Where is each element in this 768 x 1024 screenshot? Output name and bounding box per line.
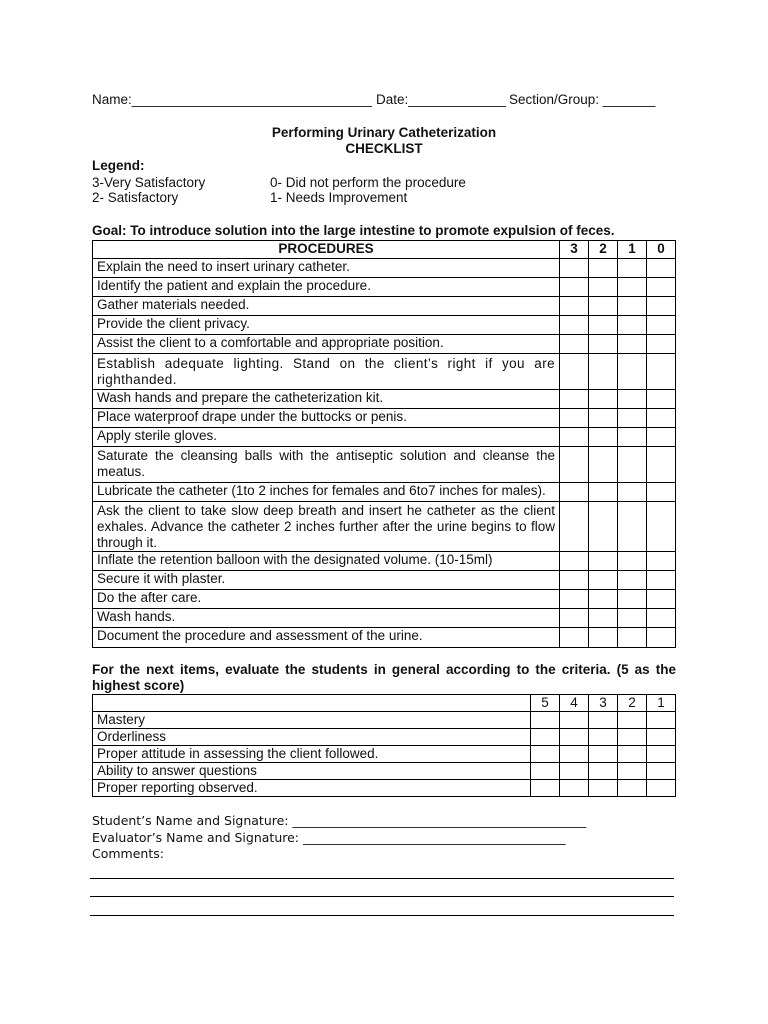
legend-heading: Legend: [92, 158, 145, 173]
score-header: 2 [618, 695, 647, 712]
criteria-text: Orderliness [93, 729, 531, 746]
legend-item: 1- Needs Improvement [270, 190, 408, 205]
procedure-text: Place waterproof drape under the buttocks or penis. [93, 409, 560, 428]
score-cell[interactable] [647, 259, 676, 278]
score-cell[interactable] [589, 447, 618, 483]
procedure-text: Establish adequate lighting. Stand on the client’s right if you are righthanded. [93, 354, 560, 390]
procedure-text: Wash hands. [93, 609, 560, 628]
procedure-row [93, 590, 676, 609]
score-cell[interactable] [589, 729, 618, 746]
score-cell[interactable] [618, 390, 647, 409]
score-cell[interactable] [560, 278, 589, 297]
criteria-text: Ability to answer questions [93, 763, 531, 780]
score-cell[interactable] [647, 335, 676, 354]
procedure-text: Do the after care. [93, 590, 560, 609]
score-cell[interactable] [647, 297, 676, 316]
procedures-header-row [93, 241, 676, 259]
criteria-row [93, 746, 676, 763]
procedure-row [93, 259, 676, 278]
score-header: 4 [560, 695, 589, 712]
score-cell[interactable] [647, 409, 676, 428]
score-cell[interactable] [647, 552, 676, 571]
procedure-row [93, 297, 676, 316]
score-header: 0 [647, 241, 676, 259]
score-cell[interactable] [589, 712, 618, 729]
procedure-row [93, 278, 676, 297]
score-cell[interactable] [531, 780, 560, 797]
procedure-row [93, 409, 676, 428]
comment-line[interactable] [90, 915, 674, 916]
legend-item: 3-Very Satisfactory [92, 175, 206, 190]
procedure-text: Explain the need to insert urinary catheter. [93, 259, 560, 278]
score-cell[interactable] [560, 628, 589, 648]
score-cell[interactable] [560, 428, 589, 447]
score-header: 2 [589, 241, 618, 259]
score-cell[interactable] [618, 335, 647, 354]
score-cell[interactable] [589, 259, 618, 278]
score-cell[interactable] [560, 409, 589, 428]
goal-statement: Goal: To introduce solution into the large intestine to promote expulsion of feces. [92, 223, 615, 238]
score-cell[interactable] [618, 316, 647, 335]
section-field-label: Section/Group: _______ [509, 92, 656, 107]
score-cell[interactable] [618, 447, 647, 483]
score-cell[interactable] [589, 483, 618, 502]
score-cell[interactable] [647, 483, 676, 502]
comments-label: Comments: [92, 846, 164, 861]
procedure-text: Secure it with plaster. [93, 571, 560, 590]
score-cell[interactable] [560, 335, 589, 354]
score-cell[interactable] [647, 571, 676, 590]
score-cell[interactable] [560, 447, 589, 483]
score-cell[interactable] [647, 628, 676, 648]
score-cell[interactable] [647, 746, 676, 763]
procedure-text: Inflate the retention balloon with the designated volume. (10-15ml) [93, 552, 560, 571]
score-cell[interactable] [618, 712, 647, 729]
score-cell[interactable] [618, 297, 647, 316]
procedure-row [93, 552, 676, 571]
criteria-row [93, 780, 676, 797]
procedures-table [92, 240, 676, 648]
score-cell[interactable] [560, 502, 589, 552]
score-cell[interactable] [531, 712, 560, 729]
score-cell[interactable] [560, 571, 589, 590]
procedure-row [93, 428, 676, 447]
score-cell[interactable] [560, 316, 589, 335]
procedures-header: PROCEDURES [93, 241, 560, 259]
score-cell[interactable] [531, 746, 560, 763]
legend-item: 0- Did not perform the procedure [270, 175, 466, 190]
score-cell[interactable] [589, 409, 618, 428]
score-cell[interactable] [589, 354, 618, 390]
score-cell[interactable] [531, 729, 560, 746]
criteria-header-row [93, 695, 676, 712]
score-cell[interactable] [589, 428, 618, 447]
score-cell[interactable] [560, 390, 589, 409]
score-header: 3 [560, 241, 589, 259]
score-cell[interactable] [560, 297, 589, 316]
procedure-row [93, 502, 676, 552]
score-header: 1 [618, 241, 647, 259]
student-signature-line[interactable]: Student’s Name and Signature: _______________________________________________ [92, 813, 587, 828]
procedure-row [93, 390, 676, 409]
score-cell[interactable] [618, 552, 647, 571]
score-cell[interactable] [647, 316, 676, 335]
score-cell[interactable] [618, 428, 647, 447]
score-cell[interactable] [589, 297, 618, 316]
score-header: 3 [589, 695, 618, 712]
score-cell[interactable] [589, 763, 618, 780]
procedure-text: Ask the client to take slow deep breath and insert he catheter as the client exhales. Advance the catheter 2 inches further after the urine begins to flow through it. [93, 502, 560, 552]
score-cell[interactable] [589, 552, 618, 571]
score-cell[interactable] [647, 609, 676, 628]
procedure-text: Assist the client to a comfortable and appropriate position. [93, 335, 560, 354]
score-cell[interactable] [618, 763, 647, 780]
score-cell[interactable] [560, 729, 589, 746]
procedure-text: Lubricate the catheter (1to 2 inches for females and 6to7 inches for males). [93, 483, 560, 502]
procedure-row [93, 335, 676, 354]
procedure-text: Provide the client privacy. [93, 316, 560, 335]
score-cell[interactable] [647, 390, 676, 409]
criteria-text: Mastery [93, 712, 531, 729]
criteria-row [93, 763, 676, 780]
score-cell[interactable] [589, 335, 618, 354]
score-cell[interactable] [589, 390, 618, 409]
score-cell[interactable] [647, 502, 676, 552]
criteria-instructions: For the next items, evaluate the students in general according to the criteria. (5 as the highest score) [92, 662, 676, 693]
score-cell[interactable] [618, 409, 647, 428]
procedure-text: Identify the patient and explain the procedure. [93, 278, 560, 297]
legend-item: 2- Satisfactory [92, 190, 179, 205]
score-cell[interactable] [589, 780, 618, 797]
score-cell[interactable] [647, 729, 676, 746]
procedure-row [93, 354, 676, 390]
score-cell[interactable] [589, 502, 618, 552]
score-cell[interactable] [531, 763, 560, 780]
procedure-text: Gather materials needed. [93, 297, 560, 316]
score-cell[interactable] [560, 780, 589, 797]
score-cell[interactable] [618, 628, 647, 648]
score-cell[interactable] [618, 502, 647, 552]
score-cell[interactable] [647, 590, 676, 609]
score-cell[interactable] [560, 354, 589, 390]
procedure-row [93, 571, 676, 590]
score-cell[interactable] [647, 354, 676, 390]
score-cell[interactable] [647, 278, 676, 297]
score-cell[interactable] [618, 609, 647, 628]
criteria-row [93, 729, 676, 746]
score-cell[interactable] [647, 763, 676, 780]
score-cell[interactable] [589, 571, 618, 590]
score-cell[interactable] [560, 259, 589, 278]
procedure-row [93, 316, 676, 335]
score-cell[interactable] [618, 590, 647, 609]
evaluator-signature-line[interactable]: Evaluator’s Name and Signature: __________________________________________ [92, 830, 566, 845]
document-subtitle: CHECKLIST [345, 141, 423, 156]
procedure-row [93, 447, 676, 483]
score-cell[interactable] [647, 780, 676, 797]
comment-line[interactable] [90, 878, 674, 879]
score-cell[interactable] [589, 609, 618, 628]
score-cell[interactable] [589, 628, 618, 648]
document-title: Performing Urinary Catheterization [271, 125, 497, 140]
procedure-text: Wash hands and prepare the catheterization kit. [93, 390, 560, 409]
score-cell[interactable] [618, 746, 647, 763]
score-cell[interactable] [589, 590, 618, 609]
score-cell[interactable] [618, 483, 647, 502]
score-cell[interactable] [618, 259, 647, 278]
score-cell[interactable] [560, 552, 589, 571]
procedure-text: Document the procedure and assessment of the urine. [93, 628, 560, 648]
score-cell[interactable] [618, 780, 647, 797]
criteria-row [93, 712, 676, 729]
procedure-row [93, 628, 676, 648]
criteria-text: Proper reporting observed. [93, 780, 531, 797]
score-header: 5 [531, 695, 560, 712]
score-cell[interactable] [647, 447, 676, 483]
score-cell[interactable] [560, 712, 589, 729]
score-cell[interactable] [618, 278, 647, 297]
name-field-label: Name:________________________________ [92, 92, 373, 107]
score-header: 1 [647, 695, 676, 712]
score-cell[interactable] [560, 609, 589, 628]
score-cell[interactable] [560, 590, 589, 609]
score-cell[interactable] [589, 316, 618, 335]
comment-line[interactable] [90, 896, 674, 897]
procedure-text: Apply sterile gloves. [93, 428, 560, 447]
score-cell[interactable] [618, 729, 647, 746]
procedure-row [93, 609, 676, 628]
score-cell[interactable] [560, 483, 589, 502]
criteria-text: Proper attitude in assessing the client followed. [93, 746, 531, 763]
score-cell[interactable] [589, 278, 618, 297]
procedure-text: Saturate the cleansing balls with the antiseptic solution and cleanse the meatus. [93, 447, 560, 483]
score-cell[interactable] [647, 712, 676, 729]
score-cell[interactable] [618, 354, 647, 390]
score-cell[interactable] [560, 746, 589, 763]
score-cell[interactable] [560, 763, 589, 780]
score-cell[interactable] [618, 571, 647, 590]
criteria-table [92, 694, 676, 797]
criteria-header-blank [93, 695, 531, 712]
score-cell[interactable] [589, 746, 618, 763]
date-field-label: Date:_____________ [376, 92, 506, 107]
procedure-row [93, 483, 676, 502]
score-cell[interactable] [647, 428, 676, 447]
